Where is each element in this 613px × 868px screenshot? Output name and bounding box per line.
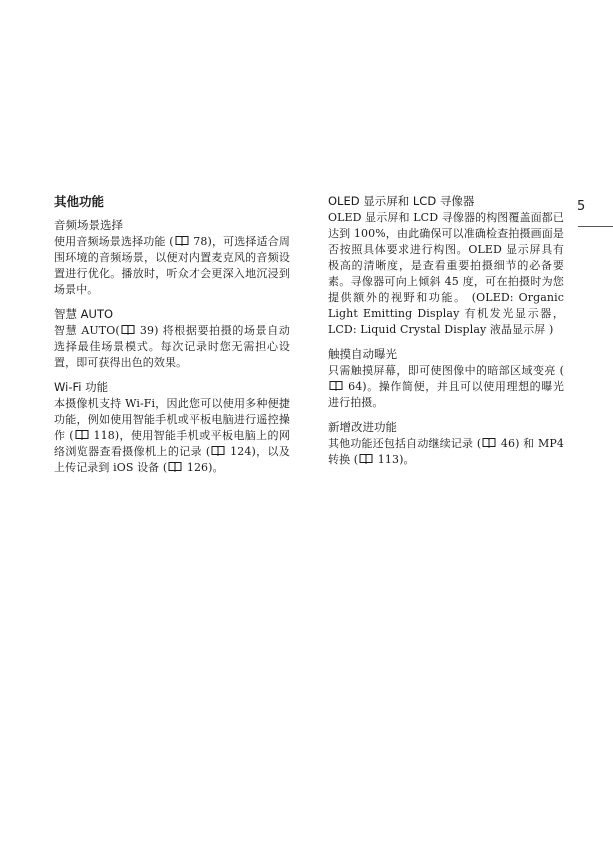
- book-icon: [211, 445, 225, 456]
- section-new-features: [328, 419, 564, 468]
- section-body: 其他功能还包括自动继续记录 ( 46) 和 MP4 转换 ( 113)。: [328, 437, 564, 466]
- section-audio-scene: [54, 217, 290, 298]
- page-title: 其他功能: [54, 194, 105, 209]
- section-body: 使用音频场景选择功能 ( 78)，可选择适合周围环境的音频场景，以便对内置麦克风的音频设置进行优化。播放时，听众才会更深入地沉浸到场景中。: [54, 235, 290, 296]
- book-icon: [75, 429, 89, 440]
- section-body: 智慧 AUTO( 39) 将根据要拍摄的场景自动选择最佳场景模式。每次记录时您无需担心设置，即可获得出色的效果。: [54, 324, 290, 369]
- left-column: [54, 193, 290, 484]
- section-body: OLED 显示屏和 LCD 寻像器的构图覆盖面都已达到 100%，由此确保可以准确检查拍摄画面是否按照具体要求进行构图。OLED 显示屏具有极高的清晰度，是查看重要拍摄细节的必备要素。寻像器可向上倾斜 45 度，可在拍摄时为您提供额外的视野和功能。 (OLED: Organic Light Emitting Display 有机发光显示器，LCD: Liquid Crystal Display 液晶显示屏 ): [328, 211, 564, 336]
- book-icon: [359, 453, 373, 464]
- section-heading: 智慧 AUTO: [54, 307, 114, 321]
- page-number-rule: [578, 226, 613, 227]
- section-touch-exposure: [328, 346, 564, 411]
- section-heading: OLED 显示屏和 LCD 寻像器: [328, 194, 475, 208]
- book-icon: [175, 235, 189, 246]
- section-smart-auto: [54, 306, 290, 371]
- book-icon: [329, 380, 343, 391]
- section-heading: 触摸自动曝光: [328, 347, 397, 361]
- book-icon: [482, 437, 496, 448]
- right-column: [328, 193, 564, 476]
- section-body: 本摄像机支持 Wi-Fi，因此您可以使用多种便捷功能，例如使用智能手机或平板电脑进行遥控操作 ( 118)，使用智能手机或平板电脑上的网络浏览器查看摄像机上的记录 ( 124)，以及上传记录到 iOS 设备 ( 126)。: [54, 397, 290, 474]
- section-heading: 音频场景选择: [54, 218, 123, 232]
- section-wifi: [54, 379, 290, 476]
- book-icon: [168, 461, 182, 472]
- section-body: 只需触摸屏幕，即可使图像中的暗部区域变亮 ( 64)。操作简便，并且可以使用理想的曝光进行拍摄。: [328, 364, 564, 409]
- book-icon: [121, 324, 135, 335]
- page-number: 5: [577, 199, 586, 214]
- section-oled-lcd: [328, 193, 564, 338]
- section-heading: Wi-Fi 功能: [54, 380, 109, 394]
- section-heading: 新增改进功能: [328, 420, 397, 434]
